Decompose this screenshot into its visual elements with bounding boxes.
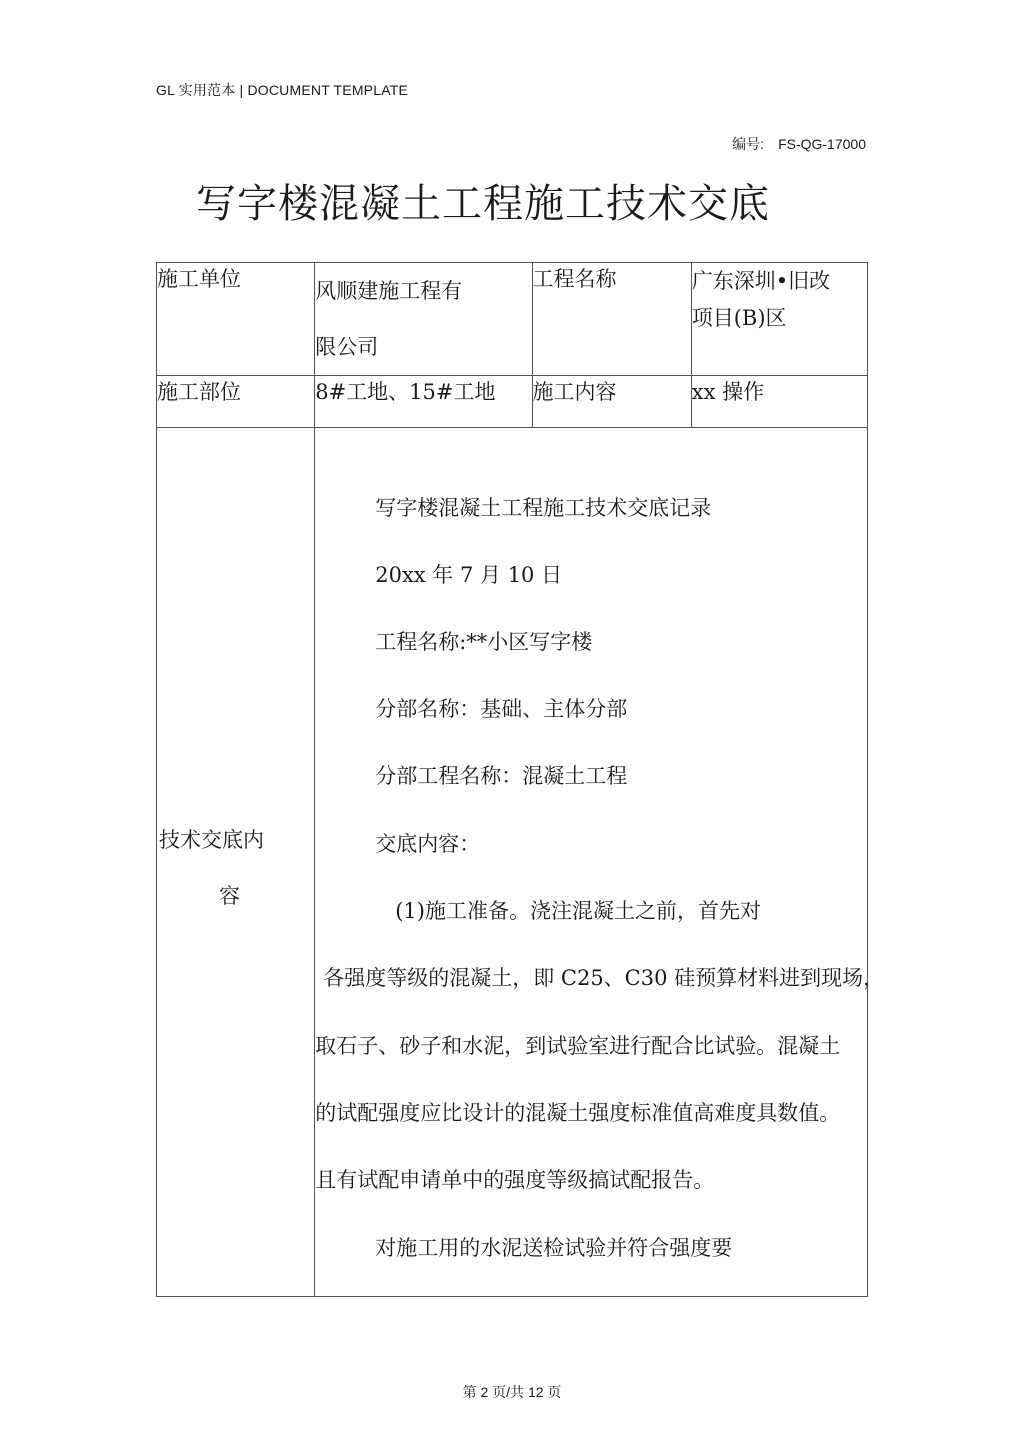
disclosure-content-label bbox=[157, 428, 315, 1297]
project-name-label-text: 工程名称 bbox=[532, 267, 617, 291]
page-footer: 第 2 页/共 12 页 bbox=[462, 1384, 562, 1400]
content-line: 且有试配申请单中的强度等级搞试配报告。 bbox=[315, 1168, 715, 1192]
disclosure-content-label-line1: 技术交底内 bbox=[159, 828, 264, 852]
construction-content-value bbox=[691, 376, 867, 428]
construction-unit-value-line2: 限公司 bbox=[315, 335, 379, 359]
construction-unit-value bbox=[315, 263, 532, 376]
content-line: 分部名称：基础、主体分部 bbox=[375, 697, 628, 721]
content-line: 交底内容： bbox=[375, 832, 481, 856]
construction-unit-label bbox=[157, 263, 315, 376]
construction-content-value-text: xx 操作 bbox=[691, 380, 765, 404]
construction-location-value bbox=[315, 376, 532, 428]
content-line: (1)施工准备。浇注混凝土之前，首先对 bbox=[395, 899, 761, 923]
document-number-label: 编号: bbox=[732, 136, 765, 152]
construction-location-label-text: 施工部位 bbox=[157, 380, 241, 404]
project-name-value-line2: 项目(B)区 bbox=[691, 306, 787, 330]
project-name-label bbox=[532, 263, 691, 376]
document-header-brand: GL 实用范本 | DOCUMENT TEMPLATE bbox=[156, 82, 408, 98]
content-line: 各强度等级的混凝土，即 C25、C30 硅预算材料进到现场， bbox=[323, 966, 885, 990]
content-line: 对施工用的水泥送检试验并符合强度要 bbox=[375, 1236, 733, 1260]
document-number bbox=[732, 134, 866, 154]
project-name-value-line1: 广东深圳•旧改 bbox=[691, 269, 831, 293]
construction-content-label bbox=[532, 376, 691, 428]
construction-unit-label-text: 施工单位 bbox=[157, 267, 241, 291]
content-line: 20xx 年 7 月 10 日 bbox=[375, 563, 563, 587]
document-title: 写字楼混凝土工程施工技术交底 bbox=[196, 181, 770, 227]
content-line: 工程名称:**小区写字楼 bbox=[375, 630, 593, 654]
construction-content-label-text: 施工内容 bbox=[532, 380, 617, 404]
project-name-value bbox=[691, 263, 867, 376]
content-line: 写字楼混凝土工程施工技术交底记录 bbox=[375, 496, 712, 520]
construction-location-label bbox=[157, 376, 315, 428]
disclosure-content-body bbox=[315, 428, 885, 1297]
content-line: 分部工程名称：混凝土工程 bbox=[375, 764, 628, 788]
content-line: 取石子、砂子和水泥，到试验室进行配合比试验。混凝土 bbox=[315, 1034, 841, 1058]
disclosure-table bbox=[156, 262, 885, 1297]
document-number-value: FS-QG-17000 bbox=[778, 136, 866, 152]
table-row-location bbox=[157, 376, 868, 428]
table-row-unit bbox=[157, 263, 868, 376]
content-line: 的试配强度应比设计的混凝土强度标准值高难度具数值。 bbox=[315, 1101, 841, 1125]
construction-unit-value-line1: 风顺建施工程有 bbox=[315, 279, 463, 303]
disclosure-content-label-line2: 容 bbox=[219, 884, 240, 908]
table-row-disclosure bbox=[157, 428, 868, 1297]
construction-location-value-text: 8#工地、15#工地 bbox=[315, 380, 496, 404]
